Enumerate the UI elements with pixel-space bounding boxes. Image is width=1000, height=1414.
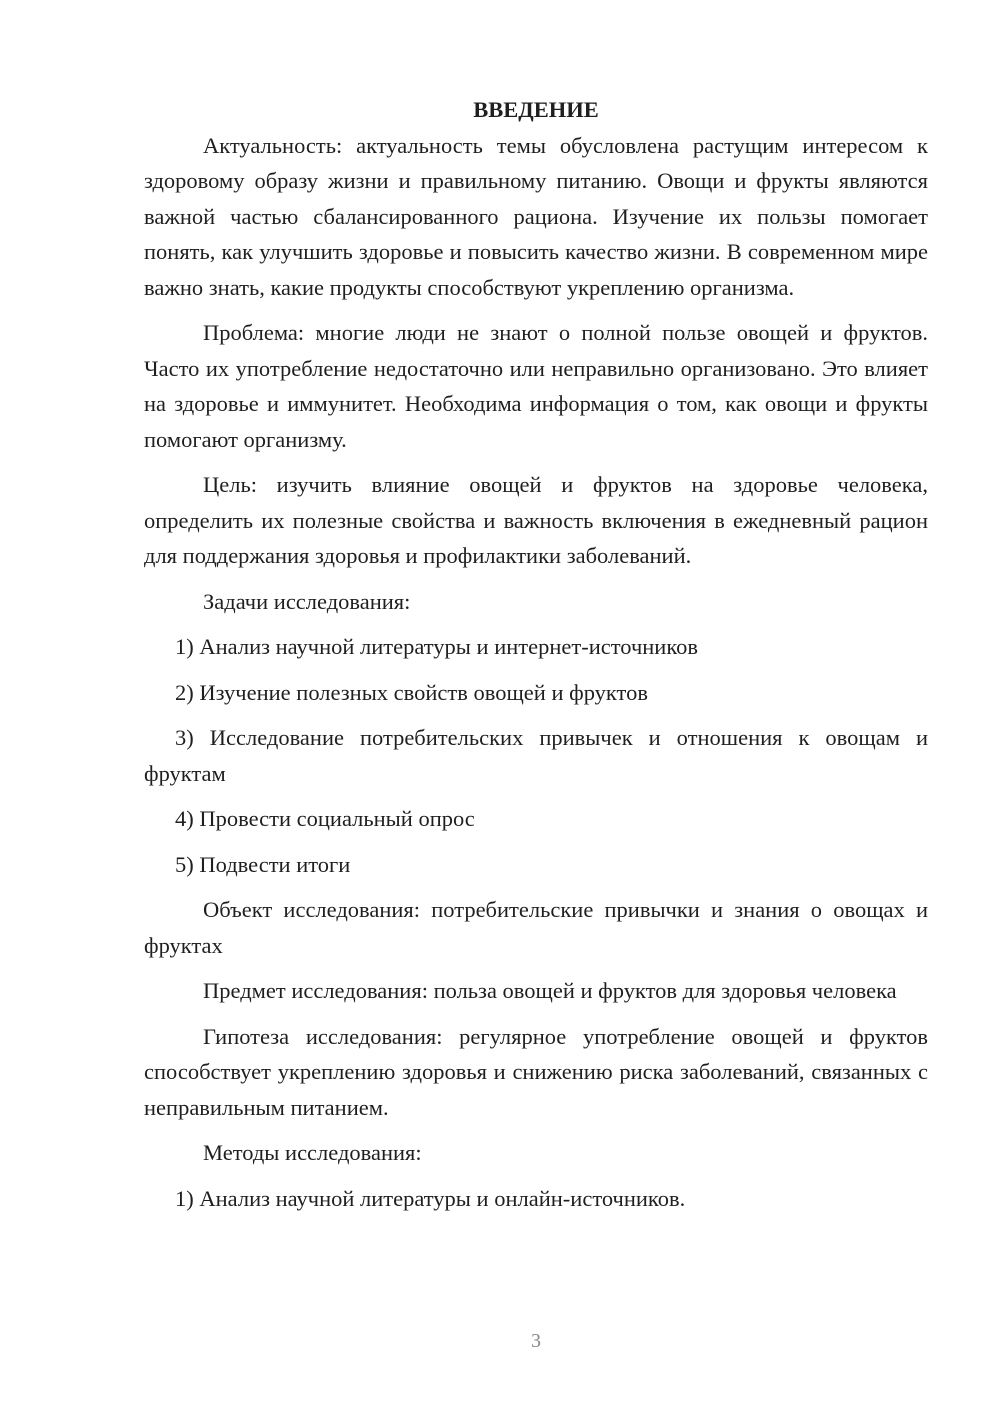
relevance-paragraph: Актуальность: актуальность темы обусловлена растущим интересом к здоровому образу жизни и правильному питанию. Овощи и фрукты являются важной частью сбалансированного рациона. Изучение их пользы помогает понять, как улучшить здоровье и повысить качество жизни. В современном мире важно знать, какие продукты способствуют укреплению организма. bbox=[144, 132, 928, 300]
tasks-list bbox=[144, 629, 928, 882]
task-item: 2) Изучение полезных свойств овощей и фруктов bbox=[175, 679, 648, 705]
methods-list bbox=[144, 1181, 928, 1217]
methods-heading: Методы исследования: bbox=[203, 1140, 422, 1165]
hypothesis-paragraph: Гипотеза исследования: регулярное употребление овощей и фруктов способствует укреплению здоровья и снижению риска заболеваний, связанных с неправильным питанием. bbox=[144, 1023, 928, 1120]
subject-paragraph: Предмет исследования: польза овощей и фруктов для здоровья человека bbox=[203, 978, 897, 1003]
tasks-heading: Задачи исследования: bbox=[203, 588, 411, 614]
section-title: ВВЕДЕНИЕ bbox=[473, 97, 599, 122]
method-item: 1) Анализ научной литературы и онлайн-источников. bbox=[175, 1185, 686, 1211]
document-page bbox=[144, 92, 928, 1216]
object-paragraph: Объект исследования: потребительские привычки и знания о овощах и фруктах bbox=[144, 897, 928, 958]
page-number: 3 bbox=[531, 1330, 541, 1352]
task-item: 3) Исследование потребительских привычек и отношения к овощам и фруктам bbox=[144, 725, 928, 786]
task-item: 4) Провести социальный опрос bbox=[175, 806, 475, 831]
task-item: 5) Подвести итоги bbox=[175, 851, 351, 877]
task-item: 1) Анализ научной литературы и интернет-источников bbox=[175, 634, 699, 659]
goal-paragraph: Цель: изучить влияние овощей и фруктов на здоровье человека, определить их полезные свойства и важность включения в ежедневный рацион для поддержания здоровья и профилактики заболеваний. bbox=[144, 472, 928, 568]
problem-paragraph: Проблема: многие люди не знают о полной пользе овощей и фруктов. Часто их употребление недостаточно или неправильно организовано. Это влияет на здоровье и иммунитет. Необходима информация о том, как овощи и фрукты помогают организму. bbox=[144, 320, 928, 452]
